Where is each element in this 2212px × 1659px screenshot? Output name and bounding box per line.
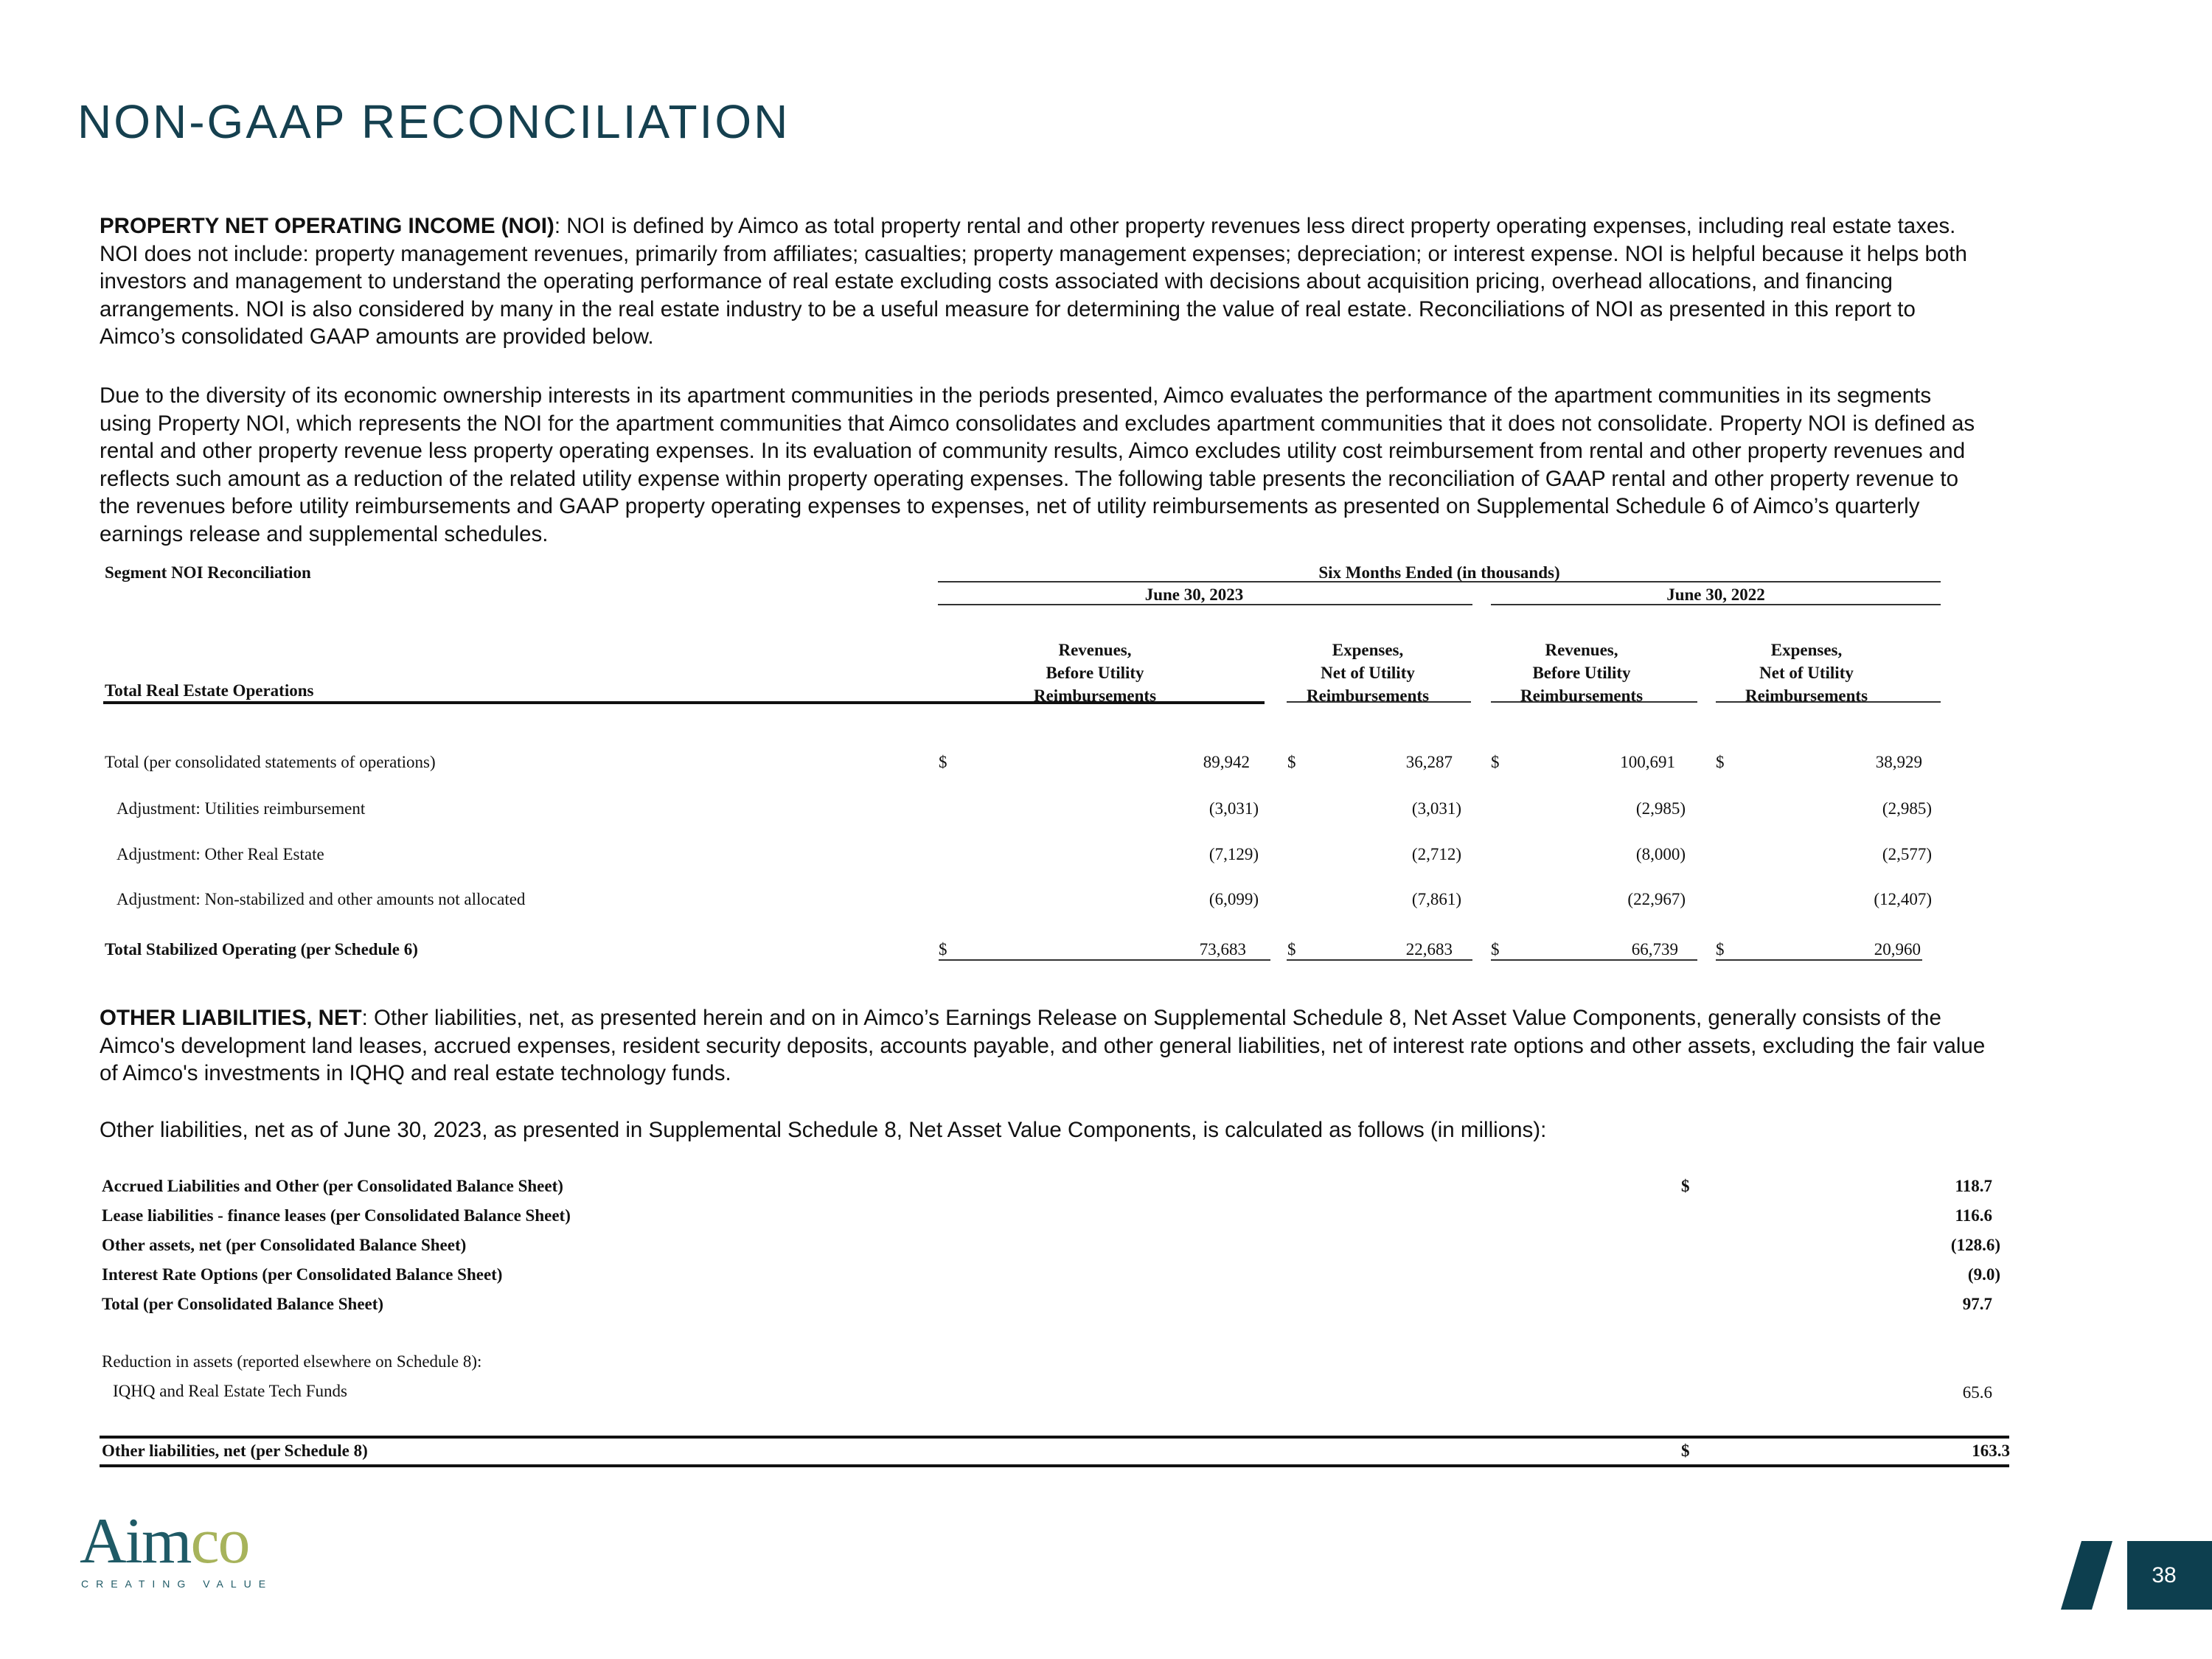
aimco-logo: Aimco — [80, 1506, 249, 1577]
period-2022: June 30, 2022 — [1666, 585, 1765, 604]
dollar-sign: $ — [1716, 940, 1725, 959]
dollar-sign: $ — [939, 940, 947, 959]
row-stabilized-value-4: 20,960 — [1874, 940, 1921, 959]
dollar-sign: $ — [1681, 1441, 1690, 1460]
col-header-4: Expenses, Net of Utility Reimbursements — [1745, 641, 1868, 705]
noi-heading: PROPERTY NET OPERATING INCOME (NOI) — [100, 214, 554, 238]
dollar-sign: $ — [1716, 753, 1725, 771]
row-utilities-value-2: (3,031) — [1411, 799, 1461, 818]
page-title: NON-GAAP RECONCILIATION — [77, 95, 790, 148]
ol-row-total-value: 97.7 — [1962, 1295, 1992, 1313]
stabilized-rule-2 — [1287, 959, 1472, 961]
row-nonstabilized-value-3: (22,967) — [1627, 890, 1686, 908]
col3-rule — [1491, 701, 1697, 703]
other-liabilities-paragraph-1-text: : Other liabilities, net, as presented herein and on in Aimco’s Earnings Release on Supplemental Schedule 8, Net Asset Value Components, generally consists of the Aimco's development land leases, accrued expenses, resident security deposits, accounts payable, and other general liabilities, net of interest rate options and other assets, excluding the fair value of Aimco's investments in IQHQ and real estate technology funds. — [100, 1006, 1986, 1085]
row-nonstabilized-value-1: (6,099) — [1208, 890, 1259, 908]
row-utilities-value-3: (2,985) — [1635, 799, 1686, 818]
row-utilities-label: Adjustment: Utilities reimbursement — [116, 799, 366, 818]
ol-row-other-assets-label: Other assets, net (per Consolidated Balance Sheet) — [102, 1236, 467, 1254]
col-header-2: Expenses, Net of Utility Reimbursements — [1306, 641, 1430, 705]
ol-row-total-label: Total (per Consolidated Balance Sheet) — [102, 1295, 384, 1313]
row-stabilized-label: Total Stabilized Operating (per Schedule 6) — [105, 940, 418, 959]
dollar-sign: $ — [939, 753, 947, 771]
period-header: Six Months Ended (in thousands) — [1318, 563, 1560, 582]
section-rule — [103, 701, 1265, 704]
row-other-re-value-1: (7,129) — [1208, 845, 1259, 863]
dollar-sign: $ — [1287, 940, 1296, 959]
row-other-re-value-3: (8,000) — [1635, 845, 1686, 863]
col-header-3: Revenues, Before Utility Reimbursements — [1520, 641, 1644, 705]
row-total-value-4: 38,929 — [1875, 753, 1922, 771]
row-stabilized-value-1: 73,683 — [1199, 940, 1246, 959]
ol-row-other-assets-value: (128.6) — [1950, 1236, 2000, 1254]
ol-net-value: 163.3 — [1972, 1441, 2010, 1460]
ol-total-top-rule — [100, 1436, 2009, 1439]
ol-row-lease-label: Lease liabilities - finance leases (per Consolidated Balance Sheet) — [102, 1206, 571, 1225]
ol-iqhq-value: 65.6 — [1962, 1383, 1992, 1402]
row-other-re-value-2: (2,712) — [1411, 845, 1461, 863]
dollar-sign: $ — [1287, 753, 1296, 771]
ol-row-lease-value: 116.6 — [1955, 1206, 1992, 1225]
ol-iqhq-label: IQHQ and Real Estate Tech Funds — [113, 1382, 347, 1400]
row-total-value-1: 89,942 — [1203, 753, 1250, 771]
row-nonstabilized-value-4: (12,407) — [1874, 890, 1932, 908]
row-total-label: Total (per consolidated statements of operations) — [105, 753, 436, 771]
stabilized-rule-4 — [1716, 959, 1922, 961]
row-other-re-label: Adjustment: Other Real Estate — [116, 845, 324, 863]
row-total-value-3: 100,691 — [1620, 753, 1675, 771]
row-total-value-2: 36,287 — [1405, 753, 1453, 771]
row-nonstabilized-value-2: (7,861) — [1411, 890, 1461, 908]
stabilized-rule-3 — [1491, 959, 1697, 961]
row-other-re-value-4: (2,577) — [1882, 845, 1932, 863]
ol-row-interest-value: (9.0) — [1967, 1265, 2000, 1284]
row-stabilized-value-3: 66,739 — [1631, 940, 1678, 959]
segment-table-label: Segment NOI Reconciliation — [105, 563, 311, 582]
page-number: 38 — [2152, 1563, 2177, 1587]
dollar-sign: $ — [1491, 940, 1500, 959]
noi-paragraph-2: Due to the diversity of its economic ownership interests in its apartment communities in the periods presented, Aimco evaluates the performance of the apartment communities in its segments using Property NOI, which represents the NOI for the apartment communities that Aimco consolidates and excludes apartment communities that it does not consolidate. Property NOI is defined as rental and other property revenue less property operating expenses. In its evaluation of community results, Aimco excludes utility cost reimbursement from rental and other property revenues and reflects such amount as a reduction of the related utility expense within property operating expenses. The following table presents the reconciliation of GAAP rental and other property revenue to the revenues before utility reimbursements and GAAP property operating expenses to expenses, net of utility reimbursements as presented on Supplemental Schedule 6 of Aimco’s quarterly earnings release and supplemental schedules. — [100, 383, 1975, 546]
stabilized-rule-1 — [939, 959, 1270, 961]
ol-net-label: Other liabilities, net (per Schedule 8) — [102, 1441, 368, 1460]
other-liabilities-paragraph-1 — [100, 1004, 1987, 1088]
page-badge-stripe — [2061, 1541, 2112, 1610]
ol-row-accrued-label: Accrued Liabilities and Other (per Consolidated Balance Sheet) — [102, 1177, 563, 1195]
period-2023-rule — [938, 604, 1472, 605]
period-2023: June 30, 2023 — [1144, 585, 1244, 604]
dollar-sign: $ — [1491, 753, 1500, 771]
ol-row-accrued-value: 118.7 — [1955, 1177, 1992, 1195]
dollar-sign: $ — [1681, 1177, 1690, 1195]
ol-row-interest-label: Interest Rate Options (per Consolidated Balance Sheet) — [102, 1265, 503, 1284]
period-2022-rule — [1491, 604, 1941, 605]
logo-tagline: CREATING VALUE — [81, 1578, 274, 1590]
noi-paragraph-1-text: : NOI is defined by Aimco as total property rental and other property revenues less direct property operating expenses, including real estate taxes. NOI does not include: property management revenues, primarily from affiliates; casualties; property management expenses; depreciation; or interest expense. NOI is helpful because it helps both investors and management to understand the operating performance of real estate excluding costs associated with decisions about acquisition pricing, overhead allocations, and financing arrangements. NOI is also considered by many in the real estate industry to be a useful measure for determining the value of real estate. Reconciliations of NOI as presented in this report to Aimco’s consolidated GAAP amounts are provided below. — [100, 214, 1967, 349]
col2-rule — [1287, 701, 1471, 703]
row-nonstabilized-label: Adjustment: Non-stabilized and other amounts not allocated — [116, 890, 526, 908]
other-liabilities-paragraph-2: Other liabilities, net as of June 30, 2023, as presented in Supplemental Schedule 8, Net Asset Value Components, is calculated as follows (in millions): — [100, 1118, 1547, 1142]
col-header-1: Revenues, Before Utility Reimbursements — [1033, 641, 1157, 705]
section-label: Total Real Estate Operations — [105, 681, 314, 700]
col4-rule — [1716, 701, 1941, 703]
other-liabilities-heading: OTHER LIABILITIES, NET — [100, 1006, 362, 1030]
ol-reduction-label: Reduction in assets (reported elsewhere on Schedule 8): — [102, 1352, 482, 1371]
row-utilities-value-1: (3,031) — [1208, 799, 1259, 818]
row-utilities-value-4: (2,985) — [1882, 799, 1932, 818]
noi-paragraph-1 — [100, 212, 1987, 351]
row-stabilized-value-2: 22,683 — [1405, 940, 1453, 959]
ol-total-bottom-rule — [100, 1464, 2009, 1467]
